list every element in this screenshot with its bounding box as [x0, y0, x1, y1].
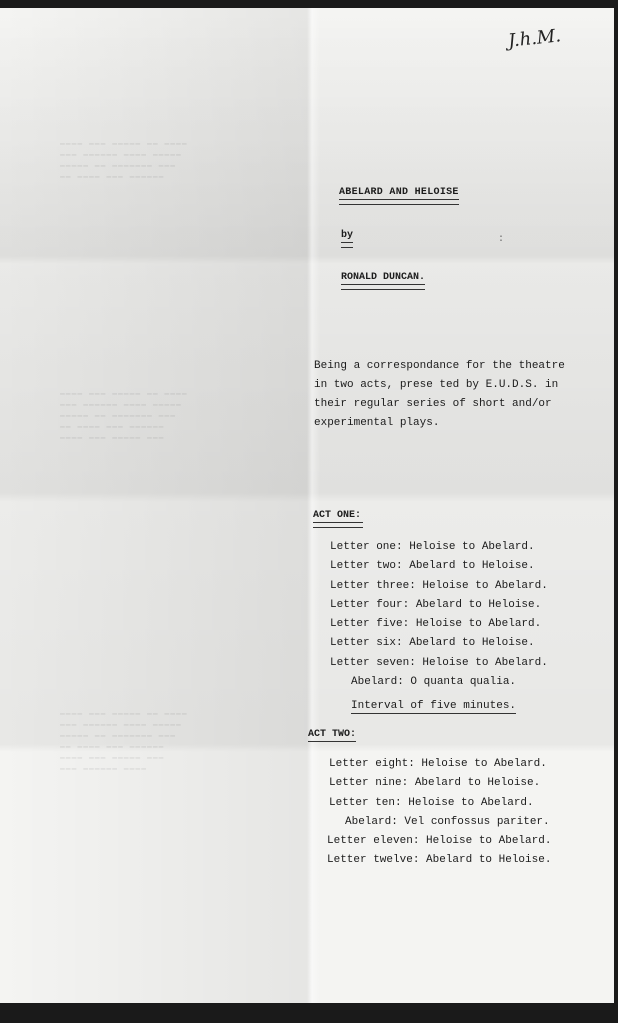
abelard-coda: Abelard: Vel confossus pariter. — [345, 815, 550, 828]
act-one-double-rule — [313, 522, 363, 528]
act-two-heading — [308, 729, 356, 740]
letter-entry: Letter twelve: Abelard to Heloise. — [327, 854, 552, 867]
byline — [341, 230, 353, 248]
act-two-letter-list — [329, 758, 551, 874]
handwritten-signature: J.h.M. — [507, 25, 562, 52]
stray-mark: : — [498, 234, 505, 245]
description-paragraph — [314, 357, 574, 433]
author-double-rule — [341, 284, 425, 290]
letter-entry: Letter eight: Heloise to Abelard. — [329, 758, 547, 770]
description-line: experimental plays. — [314, 417, 440, 429]
act-one-heading-text: ACT ONE: — [313, 510, 362, 521]
letter-entry: Letter seven: Heloise to Abelard. — [330, 656, 548, 669]
play-title-text: ABELARD AND HELOISE — [339, 187, 459, 198]
letter-entry: Letter three: Heloise to Abelard. — [330, 579, 548, 592]
typed-page — [0, 8, 614, 1003]
bleed-through-texture-3: ▬▬▬▬ ▬▬▬ ▬▬▬▬▬ ▬▬ ▬▬▬▬ ▬▬▬ ▬▬▬▬▬▬ ▬▬▬▬ ▬▬▬▬▬ ▬▬▬▬▬ ▬▬ ▬▬▬▬▬▬▬ ▬▬▬ ▬▬ ▬▬▬▬ ▬▬▬ ▬▬▬▬▬▬ ▬▬▬▬ ▬▬▬ ▬▬▬▬▬ ▬▬▬ ▬▬▬ ▬▬▬▬▬▬ ▬▬▬▬ — [60, 709, 188, 773]
act-one-heading — [313, 510, 363, 528]
description-line: their regular series of short and/or — [314, 398, 552, 410]
letter-entry: Letter ten: Heloise to Abelard. — [329, 796, 534, 809]
interval-note: Interval of five minutes. — [351, 700, 517, 712]
letter-entry: Letter five: Heloise to Abelard. — [330, 618, 542, 631]
bleed-through-texture: ▬▬▬▬ ▬▬▬ ▬▬▬▬▬ ▬▬ ▬▬▬▬ ▬▬▬ ▬▬▬▬▬▬ ▬▬▬▬ ▬▬▬▬▬ ▬▬▬▬▬ ▬▬ ▬▬▬▬▬▬▬ ▬▬▬ ▬▬ ▬▬▬▬ ▬▬▬ ▬▬▬▬▬▬ — [60, 139, 188, 181]
letter-entry: Letter two: Abelard to Heloise. — [330, 560, 535, 573]
letter-entry: Letter six: Abelard to Heloise. — [330, 637, 535, 650]
letter-entry: Letter four: Abelard to Heloise. — [330, 598, 542, 611]
byline-double-rule — [341, 242, 353, 248]
description-line: in two acts, prese ted by E.U.D.S. in — [314, 379, 559, 391]
author-name — [341, 272, 425, 290]
bleed-through-texture-2: ▬▬▬▬ ▬▬▬ ▬▬▬▬▬ ▬▬ ▬▬▬▬ ▬▬▬ ▬▬▬▬▬▬ ▬▬▬▬ ▬▬▬▬▬ ▬▬▬▬▬ ▬▬ ▬▬▬▬▬▬▬ ▬▬▬ ▬▬ ▬▬▬▬ ▬▬▬ ▬▬▬▬▬▬ ▬▬▬▬ ▬▬▬ ▬▬▬▬▬ ▬▬▬ — [60, 389, 188, 442]
title-double-rule — [339, 199, 459, 205]
author-name-text: RONALD DUNCAN. — [341, 272, 426, 283]
byline-text: by — [341, 230, 354, 241]
description-line: Being a correspondance for the theatre — [314, 360, 565, 372]
play-title — [339, 187, 459, 205]
letter-entry: Letter one: Heloise to Abelard. — [330, 541, 535, 553]
act-one-letter-list — [330, 541, 548, 695]
letter-entry: Letter eleven: Heloise to Abelard. — [327, 835, 552, 848]
act-two-heading-text: ACT TWO: — [308, 729, 357, 740]
letter-entry: Letter nine: Abelard to Heloise. — [329, 777, 541, 790]
abelard-coda: Abelard: O quanta qualia. — [351, 676, 517, 689]
